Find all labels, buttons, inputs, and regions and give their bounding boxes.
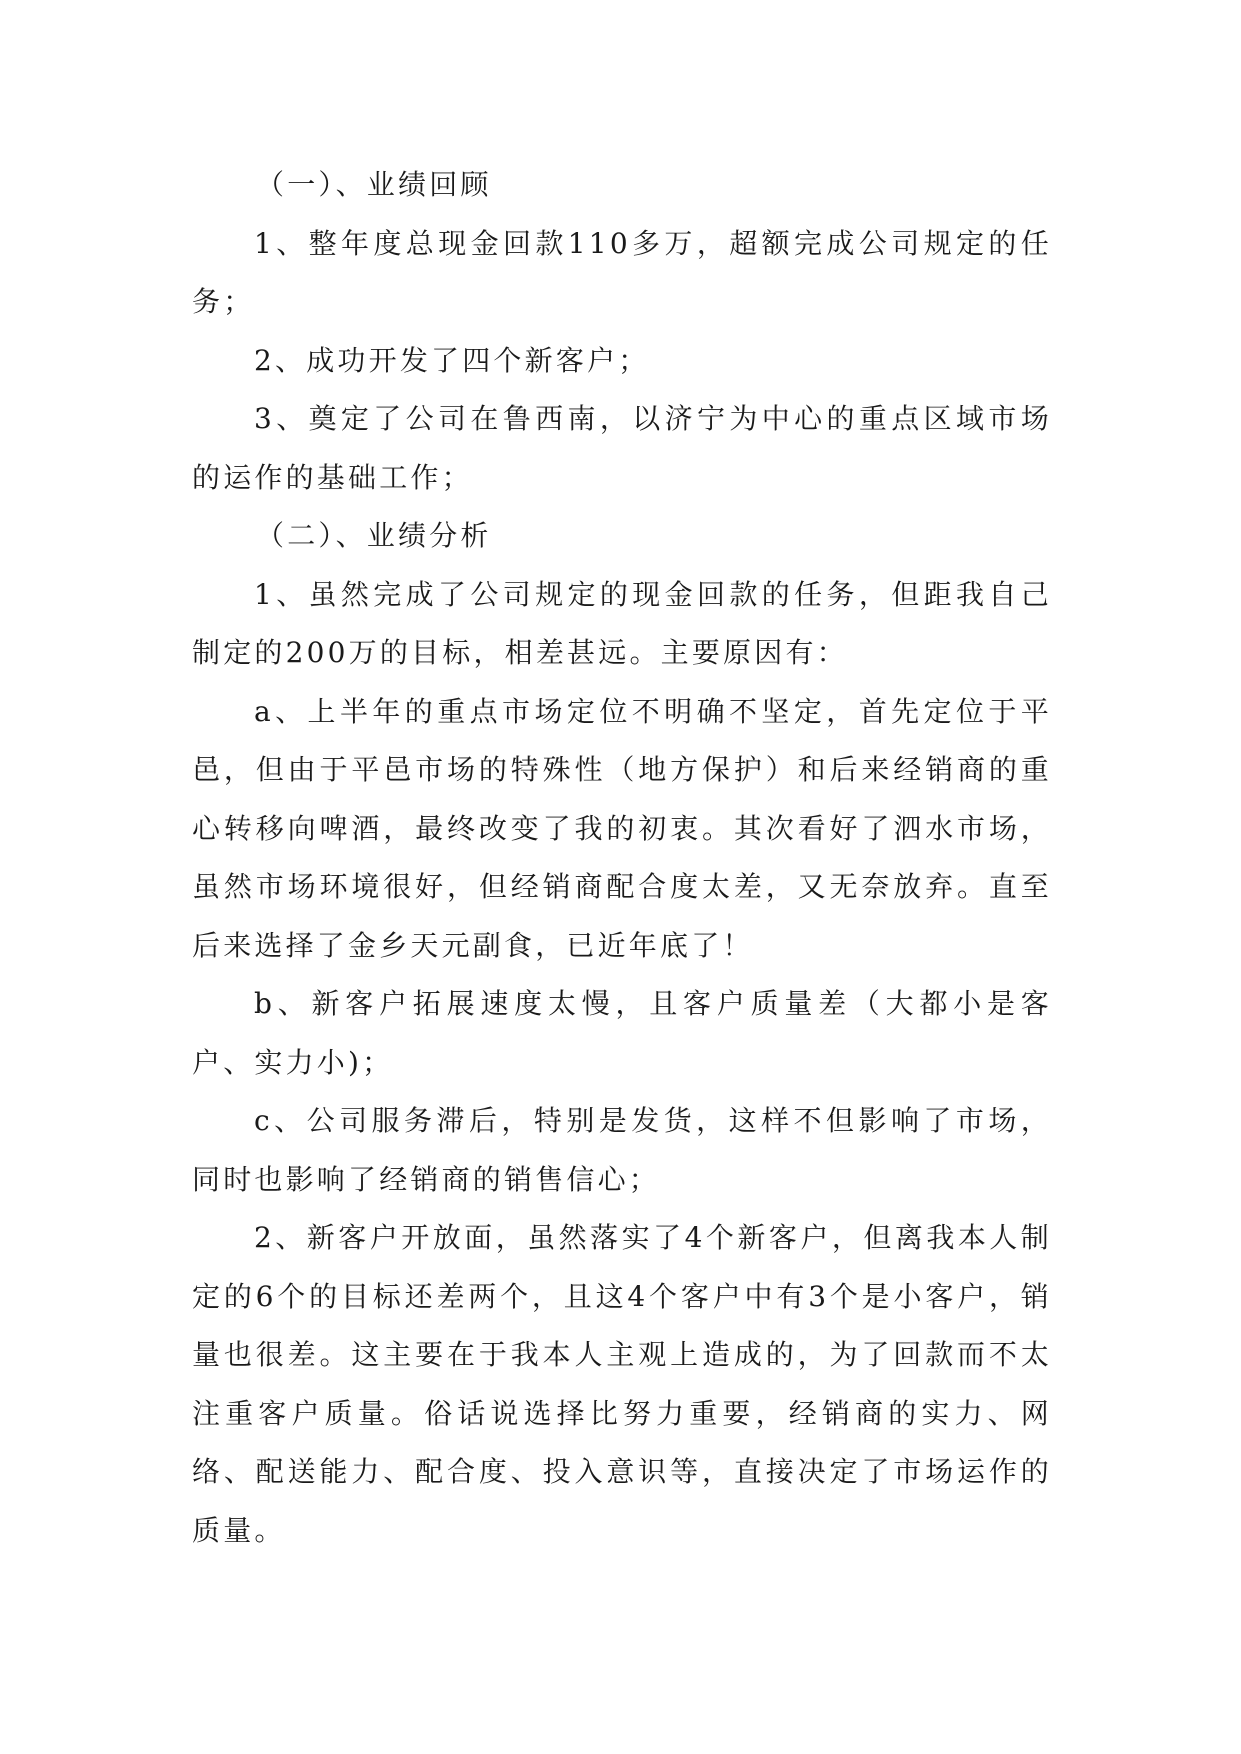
paragraph-cash-collection: 1、整年度总现金回款110多万，超额完成公司规定的任务； bbox=[192, 226, 1052, 318]
document-body bbox=[192, 156, 1052, 1560]
paragraph-new-customers: 2、成功开发了四个新客户； bbox=[254, 343, 650, 377]
paragraph-reason-c: c、公司服务滞后，特别是发货，这样不但影响了市场，同时也影响了经销商的销售信心； bbox=[192, 1104, 1052, 1196]
section-heading-analysis: （二）、业绩分析 bbox=[256, 519, 492, 552]
paragraph-reason-a: a、上半年的重点市场定位不明确不坚定，首先定位于平邑，但由于平邑市场的特殊性（地方保护）和后来经销商的重心转移向啤酒，最终改变了我的初衷。其次看好了泗水市场，虽然市场环境很好，但经销商配合度太差，又无奈放弃。直至后来选择了金乡天元副食，已近年底了！ bbox=[192, 694, 1052, 962]
paragraph-new-customer-development: 2、新客户开放面，虽然落实了4个新客户，但离我本人制定的6个的目标还差两个，且这4个客户中有3个是小客户，销量也很差。这主要在于我本人主观上造成的，为了回款而不太注重客户质量。俗话说选择比努力重要，经销商的实力、网络、配送能力、配合度、投入意识等，直接决定了市场运作的质量。 bbox=[192, 1221, 1052, 1547]
section-heading-review: （一）、业绩回顾 bbox=[256, 168, 492, 201]
paragraph-target-gap: 1、虽然完成了公司规定的现金回款的任务，但距我自己制定的200万的目标，相差甚远。主要原因有： bbox=[192, 577, 1052, 669]
paragraph-reason-b: b、新客户拓展速度太慢，且客户质量差（大都小是客户、实力小)； bbox=[192, 987, 1052, 1079]
paragraph-regional-market: 3、奠定了公司在鲁西南，以济宁为中心的重点区域市场的运作的基础工作； bbox=[192, 402, 1052, 494]
